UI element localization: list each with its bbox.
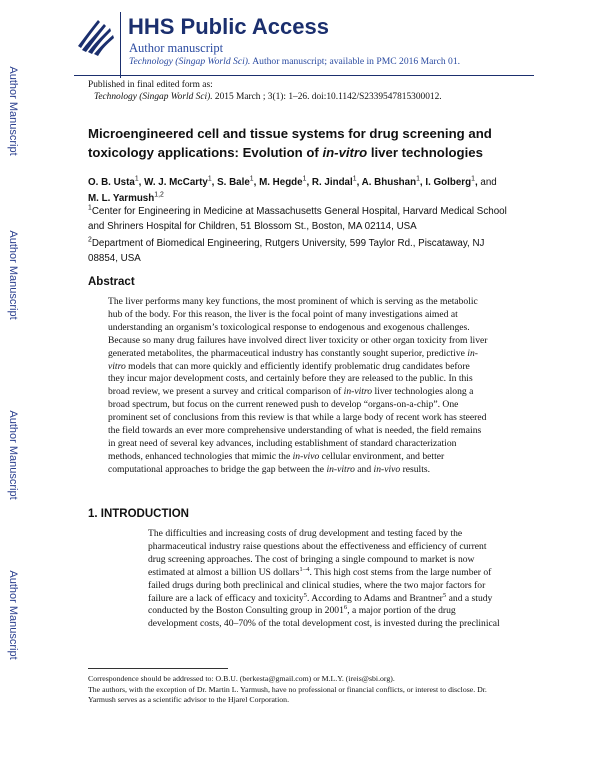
affiliation-1: $^1$Center for Engineering in Medicine at Massachusetts General Hospital, Harvard Medical School and Shriners Hospital for Children, 51 Blossom St., Boston, MA 02114, USA <box>88 204 507 232</box>
abstract-body: The liver performs many key functions, the most prominent of which is serving as the metabolic hub of the body. For this reason, the liver is the focal point of many investigations aimed at understanding an organism’s toxicological response to endogenous and exogenous challenges. Because so many drug failures have involved direct liver toxicity or other organ toxicity from liver generated metabolites, the pharmaceutical industry has constantly sought superior, predictive in- vitro models that can more quickly and efficiently identify problematic drug candidates before they incur major development costs, and certainly before they are released to the public. In this broad review, we present a survey and critical comparison of in-vitro liver technologies along a broad spectrum, but focus on the current renewed push to develop “organs-on-a-chip”. One prominent set of conclusions from this review is that while a large body of recent work has steered the field towards an ever more comprehensive understanding of what is needed, the field remains in great need of several key advances, including establishment of standard characterization methods, enhanced technologies that mimic the in-vivo cellular environment, and better computational approaches to bridge the gap between the in-vitro and in-vivo results. <box>108 296 488 475</box>
published-label: Published in final edited form as: <box>88 80 213 90</box>
author-line: O. B. Usta$^1$, W. J. McCarty$^1$, S. Bale$^1$, M. Hegde$^1$, R. Jindal$^1$, A. Bhushan$^1$, I. Golberg$^1$, and <box>88 175 497 188</box>
author: W. J. McCarty <box>144 177 208 188</box>
availability-text: Author manuscript; available in PMC 2016 March 01. <box>250 56 461 67</box>
hhs-eagle-logo-icon <box>74 16 118 60</box>
correspondence-note: Correspondence should be addressed to: O.B.U. (berkesta@gmail.com) or M.L.Y. (ireis@sbi.org). <box>88 674 395 683</box>
sidebar-label: Author Manuscript <box>7 230 19 320</box>
hhs-public-access-title: HHS Public Access <box>128 14 329 39</box>
author: M. L. Yarmush <box>88 193 155 204</box>
sidebar-label: Author Manuscript <box>7 570 19 660</box>
article-title <box>88 124 518 162</box>
title-line: toxicology applications: Evolution of in-vitro liver technologies <box>88 145 483 160</box>
author: A. Bhushan <box>361 177 417 188</box>
conflict-note-cont: Yarmush serves as a scientific advisor to the Hjarel Corporation. <box>88 695 290 704</box>
journal-availability-line <box>129 56 460 67</box>
published-reference <box>88 91 442 103</box>
abstract-heading: Abstract <box>88 276 135 288</box>
conflict-note: The authors, with the exception of Dr. Martin L. Yarmush, have no professional or financial conflicts, or interest to disclose. Dr. <box>88 684 487 694</box>
header-rule <box>74 75 534 76</box>
sidebar-label: Author Manuscript <box>7 66 19 156</box>
author: O. B. Usta <box>88 177 135 188</box>
introduction-heading: 1. INTRODUCTION <box>88 508 189 520</box>
affiliation-2: $^2$Department of Biomedical Engineering, Rutgers University, 599 Taylor Rd., Piscataway, NJ 08854, USA <box>88 236 485 264</box>
published-journal: Technology (Singap World Sci). <box>94 92 213 102</box>
author: I. Golberg <box>425 177 472 188</box>
journal-name: Technology (Singap World Sci). <box>129 56 251 67</box>
author: M. Hegde <box>259 177 303 188</box>
published-details: 2015 March ; 3(1): 1–26. doi:10.1142/S2339547815300012. <box>212 92 442 102</box>
author-list <box>88 175 528 207</box>
sidebar-label: Author Manuscript <box>7 410 19 500</box>
author: S. Bale <box>217 177 250 188</box>
author: R. Jindal <box>311 177 353 188</box>
footnote-rule <box>88 668 228 669</box>
header-divider <box>120 12 121 78</box>
title-line: Microengineered cell and tissue systems for drug screening and <box>88 126 492 141</box>
author-line: M. L. Yarmush$^{1,2}$ <box>88 191 164 204</box>
introduction-body: The difficulties and increasing costs of drug development and testing faced by the pharmaceutical industry raise questions about the effectiveness and efficiency of current drug screening approaches. The cost of bringing a single compound to market is now estimated at almost a billion US dollars$^{1-4}$. This high cost stems from the large number of failed drugs during both preclinical and clinical studies, where the two major factors for failure are a lack of efficacy and toxicity$^5$. According to Adams and Brantner$^5$ and a study conducted by the Boston Consulting group in 2001$^6$, a major portion of the drug development costs, 40–70% of the total development cost, is invested during the preclinical <box>148 528 500 630</box>
author-manuscript-subtitle: Author manuscript <box>129 41 224 55</box>
footnotes <box>88 674 528 706</box>
published-citation <box>88 79 442 103</box>
